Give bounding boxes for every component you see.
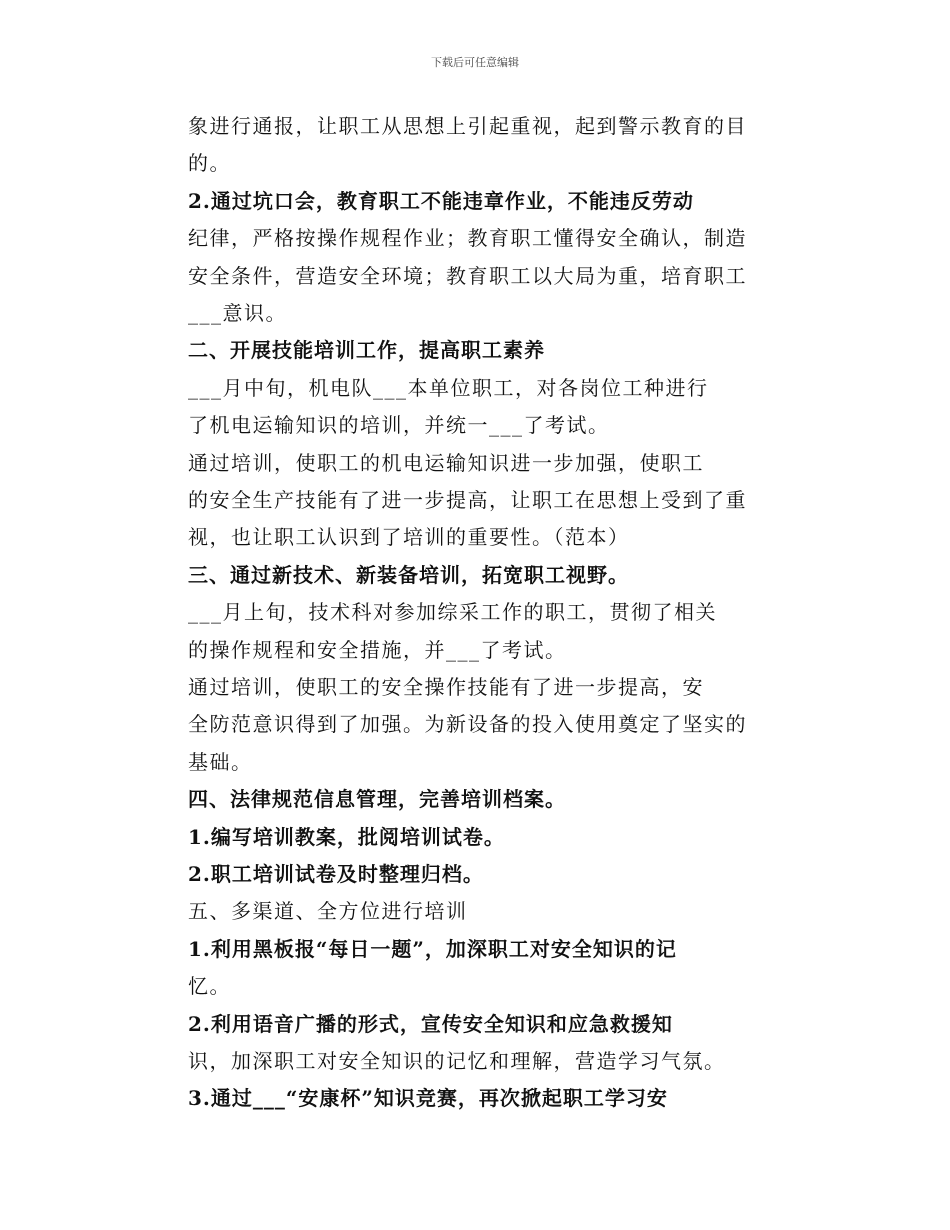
paragraph-line: 通过培训，使职工的机电运输知识进一步加强，使职工 <box>188 450 704 475</box>
paragraph-line: 全防范意识得到了加强。为新设备的投入使用奠定了坚实的 <box>188 712 747 737</box>
paragraph-line: 的。 <box>188 151 231 176</box>
heading-line: 1.利用黑板报“每日一题”，加深职工对安全知识的记 <box>188 936 677 961</box>
paragraph-line: 了机电运输知识的培训，并统一___了考试。 <box>188 413 610 438</box>
paragraph-line: 的安全生产技能有了进一步提高，让职工在思想上受到了重 <box>188 488 747 512</box>
heading-line: 二、开展技能培训工作，提高职工素养 <box>188 338 545 363</box>
heading-line: 三、通过新技术、新装备培训，拓宽职工视野。 <box>188 562 629 587</box>
heading-line: 2.职工培训试卷及时整理归档。 <box>188 862 484 886</box>
heading-line: 2.通过坑口会，教育职工不能违章作业，不能违反劳动 <box>188 188 694 213</box>
heading-line: 四、法律规范信息管理，完善培训档案。 <box>188 787 566 812</box>
paragraph-line: 识，加深职工对安全知识的记忆和理解，营造学习气氛。 <box>188 1049 726 1073</box>
paragraph-line: ___月上旬，技术科对参加综采工作的职工，贯彻了相关 <box>188 600 717 625</box>
heading-line: 1.编写培训教案，批阅培训试卷。 <box>188 824 505 849</box>
paragraph-line: 视，也让职工认识到了培训的重要性。（范本） <box>188 525 630 550</box>
paragraph-line: 象进行通报，让职工从思想上引起重视，起到警示教育的目 <box>188 114 747 138</box>
page-header: 下载后可任意编辑 <box>431 56 519 69</box>
heading-line: 2.利用语音广播的形式，宣传安全知识和应急救援知 <box>188 1011 673 1036</box>
heading-line: 3.通过___“安康杯”知识竞赛，再次掀起职工学习安 <box>188 1086 668 1111</box>
paragraph-line: 的操作规程和安全措施，并___了考试。 <box>188 637 567 662</box>
paragraph-line: 纪律，严格按操作规程作业；教育职工懂得安全确认，制造 <box>188 226 747 251</box>
paragraph-line: ___月中旬，机电队___本单位职工，对各岗位工种进行 <box>188 375 709 400</box>
paragraph-line: 基础。 <box>188 749 253 774</box>
paragraph-line: 安全条件，营造安全环境；教育职工以大局为重，培育职工 <box>188 263 747 288</box>
paragraph-line: ___意识。 <box>188 301 287 325</box>
paragraph-line: 五、多渠道、全方位进行培训 <box>188 899 468 924</box>
paragraph-line: 通过培训，使职工的安全操作技能有了进一步提高，安 <box>188 675 704 699</box>
paragraph-line: 忆。 <box>188 974 231 999</box>
